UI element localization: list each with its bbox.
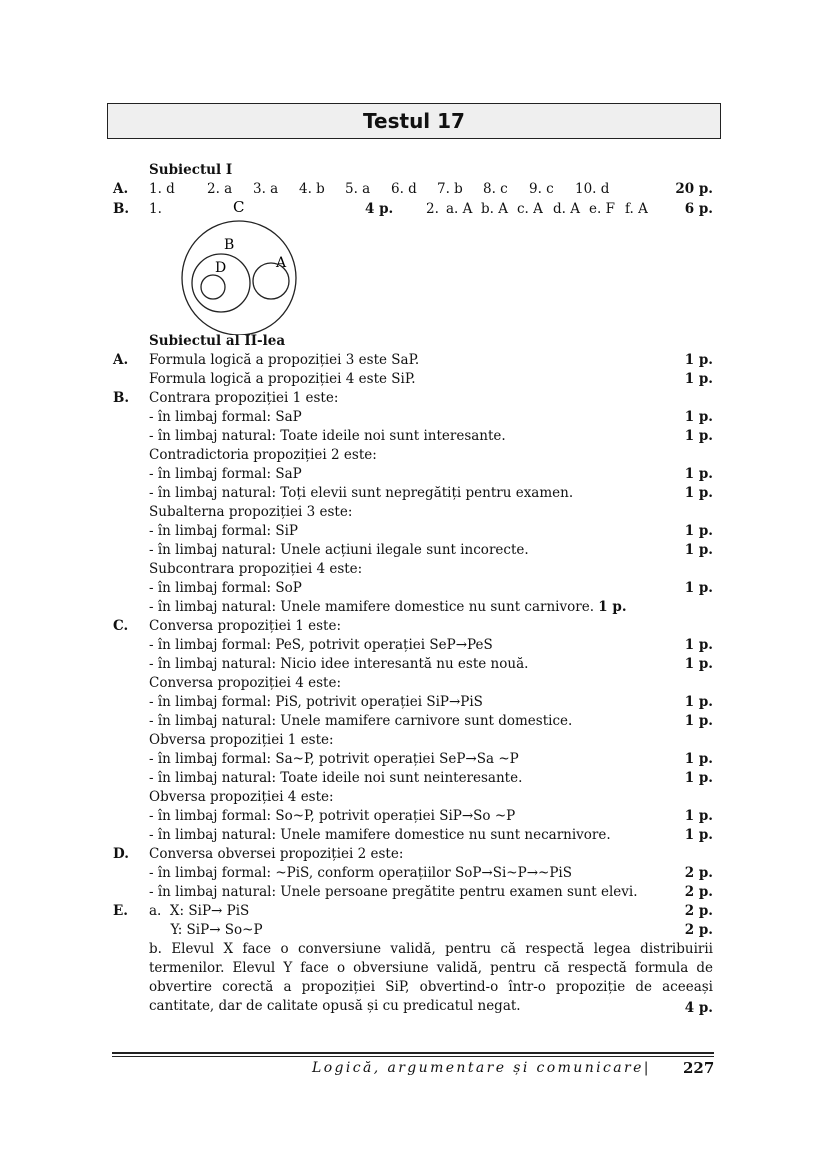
section-letter: B. [113,390,130,406]
points: 1 p. [684,352,713,368]
answer-line [149,903,249,919]
answer-text: - în limbaj natural: Toate ideile noi sunt neinteresante. [149,770,523,786]
answer-item: 3. a [253,181,279,197]
label-c: C [233,200,245,216]
points: 1 p. [684,827,713,843]
item-letter-a: A. [113,181,129,197]
e-b-explanation [149,940,713,1016]
answer-item: 2. a [207,181,233,197]
answer-text: - în limbaj natural: Unele persoane pregătite pentru examen sunt elevi. [149,884,638,900]
answer-line [149,827,611,843]
answer-line [149,523,298,539]
answer-line [149,656,528,672]
points: 1 p. [684,656,713,672]
answer-text: - în limbaj natural: Unele acțiuni ilegale sunt incorecte. [149,542,529,558]
answer-line [149,846,403,862]
b2-answer-item: d. A [553,201,580,217]
page-title: Testul 17 [363,109,465,133]
subject-1-heading: Subiectul I [149,162,233,178]
answer-line [149,390,338,406]
answer-item: 6. d [391,181,417,197]
footer-rule [112,1052,714,1054]
answer-text: - în limbaj formal: PeS, potrivit operației SeP→PeS [149,637,493,653]
answer-item: 7. b [437,181,463,197]
points: 1 p. [684,751,713,767]
points: 20 p. [675,181,713,197]
venn-diagram [175,200,315,335]
section-letter: D. [113,846,129,862]
answer-text: Obversa propoziției 4 este: [149,789,334,805]
answer-text: Formula logică a propoziției 4 este SiP. [149,371,416,387]
answer-text: - în limbaj natural: Nicio idee interesantă nu este nouă. [149,656,529,672]
answer-line [149,713,572,729]
answer-item: 4. b [299,181,325,197]
answer-text: Subcontrara propoziției 4 este: [149,561,363,577]
answer-text: Y: SiP→ So~P [149,922,263,938]
answer-text: Formula logică a propoziției 3 este SaP. [149,352,420,368]
answer-line [149,447,377,463]
answer-line [149,789,334,805]
section-letter: A. [113,352,129,368]
points: 1 p. [684,580,713,596]
answer-line [149,466,302,482]
points: 1 p. [684,808,713,824]
points: 1 p. [684,637,713,653]
answer-text: - în limbaj natural: Unele mamifere domestice nu sunt carnivore. [149,599,594,615]
answer-text: Obversa propoziției 1 este: [149,732,334,748]
answer-item: 8. c [483,181,508,197]
answer-text: - în limbaj formal: SaP [149,466,302,482]
answer-text: - în limbaj natural: Unele mamifere domestice nu sunt necarnivore. [149,827,611,843]
answer-line [149,865,572,881]
points: 1 p. [684,409,713,425]
answer-line [149,485,573,501]
points: 1 p. [684,523,713,539]
answer-text: - în limbaj natural: Toți elevii sunt nepregătiți pentru examen. [149,485,574,501]
answer-line [149,732,334,748]
points: 2 p. [684,865,713,881]
points: 1 p. [684,713,713,729]
b1-number: 1. [149,201,162,217]
answer-text: - în limbaj natural: Toate ideile noi sunt interesante. [149,428,506,444]
answer-line [149,352,419,368]
answer-line [149,637,493,653]
section-letter: E. [113,903,128,919]
b2-answer-item: e. F [589,201,615,217]
answer-line [149,770,522,786]
b2-answer-item: b. A [481,201,508,217]
answer-line [149,542,529,558]
answer-text: Contrara propoziției 1 este: [149,390,339,406]
points: 1 p. [684,694,713,710]
answer-text: Conversa propoziției 1 este: [149,618,342,634]
points: 1 p. [684,371,713,387]
b1-points: 4 p. [365,201,394,217]
label-d: D [215,260,227,276]
b2-answer-item: c. A [517,201,543,217]
answer-line [149,599,627,615]
answer-line [149,371,415,387]
circle-c [182,221,296,335]
answer-text: - în limbaj formal: SoP [149,580,302,596]
e-b-points: 4 p. [684,1000,713,1016]
answer-text: a. X: SiP→ PiS [149,903,250,919]
answer-line [149,694,483,710]
item-letter-b: B. [113,201,130,217]
answer-line [149,675,341,691]
answer-line [149,504,352,520]
answer-line [149,808,515,824]
footer-rule-thin [112,1056,714,1057]
answer-line [149,922,263,938]
b2-answer-item: a. A [446,201,473,217]
answer-item: 5. a [345,181,371,197]
points: 2 p. [684,903,713,919]
answer-item: 1. d [149,181,175,197]
answer-line [149,561,362,577]
label-b: B [224,237,235,253]
footer-book-title: Logică, argumentare și comunicare| [312,1060,651,1076]
title-box [107,103,721,139]
inline-points: 1 p. [598,599,627,615]
answer-item: 9. c [529,181,554,197]
answer-text: Conversa propoziției 4 este: [149,675,342,691]
answer-line [149,884,638,900]
b2-answer-item: f. A [625,201,648,217]
answer-text: - în limbaj formal: Sa~P, potrivit operației SeP→Sa ~P [149,751,519,767]
points: 2 p. [684,884,713,900]
answer-item: 10. d [575,181,610,197]
answer-text: - în limbaj formal: PiS, potrivit operației SiP→PiS [149,694,483,710]
answer-line [149,428,506,444]
e-b-text: b. Elevul X face o conversiune validă, pentru că respectă legea distribuirii termenilor. Elevul Y face o obversiune validă, pentru că respectă formula de obvertire corectă a propoziției SiP, obvertind-o într-o propoziție de aceeași cantitate, dar de calitate opusă și cu predicatul negat. [149,941,713,1014]
answer-text: Contradictoria propoziției 2 este: [149,447,377,463]
answer-line [149,618,341,634]
answer-line [149,409,302,425]
b2-number: 2. [426,201,439,217]
answer-text: - în limbaj formal: SiP [149,523,298,539]
label-a: A [276,255,287,271]
answer-line [149,751,519,767]
points: 1 p. [684,542,713,558]
answer-text: - în limbaj formal: SaP [149,409,302,425]
section-letter: C. [113,618,129,634]
answer-line [149,580,302,596]
answer-text: - în limbaj formal: ~PiS, conform operațiilor SoP→Si~P→~PiS [149,865,572,881]
points: 1 p. [684,466,713,482]
page-number: 227 [683,1059,715,1077]
answer-text: - în limbaj formal: So~P, potrivit operației SiP→So ~P [149,808,516,824]
points: 1 p. [684,485,713,501]
subject-2-heading: Subiectul al II-lea [149,333,286,349]
points: 2 p. [684,922,713,938]
b2-points: 6 p. [684,201,713,217]
points: 1 p. [684,770,713,786]
answer-text: Conversa obversei propoziției 2 este: [149,846,404,862]
circle-d [201,275,225,299]
answer-text: Subalterna propoziției 3 este: [149,504,353,520]
answer-text: - în limbaj natural: Unele mamifere carnivore sunt domestice. [149,713,573,729]
points: 1 p. [684,428,713,444]
